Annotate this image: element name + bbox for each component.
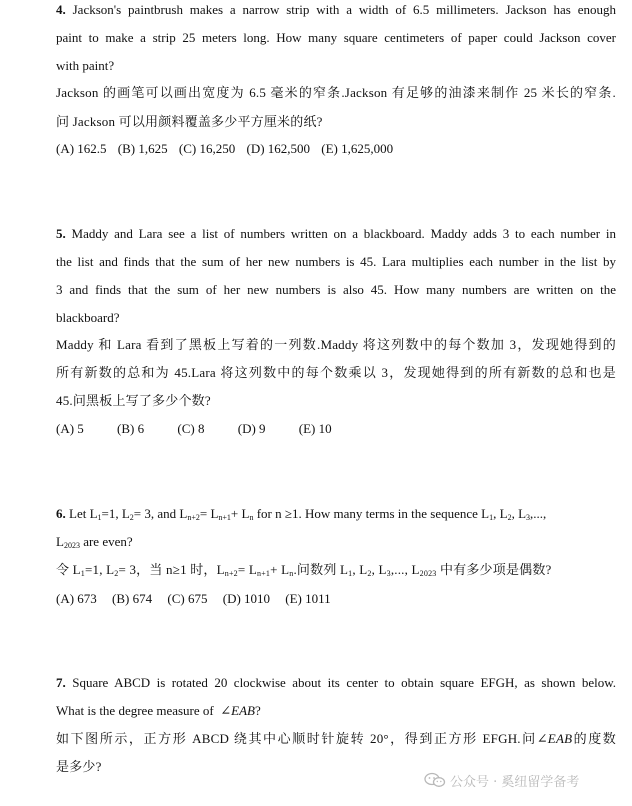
q6-option-e: (E) 1011 [285, 591, 331, 606]
q5-cn-line3: 45.问黑板上写了多少个数? [56, 393, 211, 408]
q7-en-line1 [56, 675, 616, 691]
q6-cn-sep: , L [371, 562, 387, 577]
q6-cn-dots: ,..., L [390, 562, 420, 577]
q5-en-line3: 3 and finds that the sum of her new numbers is also 45. How many numbers are written on the [56, 282, 616, 297]
q6-sub: 2 [129, 513, 134, 522]
q6-text-eq1: =1, L [101, 506, 130, 521]
q7-angle: ∠EAB [220, 703, 255, 718]
q4-option-d: (D) 162,500 [246, 141, 311, 156]
q5-option-b: (B) 6 [117, 421, 145, 436]
q6-text-for: for n [256, 506, 282, 521]
q7-question-mark: ? [254, 703, 261, 718]
q6-sub: 2023 [419, 569, 437, 578]
q6-text-eq3: = L [199, 506, 219, 521]
wechat-icon [424, 772, 446, 788]
q4-cn-line2: 问 Jackson 可以用颜料覆盖多少平方厘米的纸? [56, 114, 323, 129]
q6-sub: n [249, 513, 254, 522]
q6-sub: n [289, 569, 294, 578]
q6-sub: 2 [507, 513, 512, 522]
q6-sub: n+1 [257, 569, 271, 578]
q4-en-text1: Jackson's paintbrush makes a narrow strip with a width of 6.5 millimeters. Jackson has enough [72, 2, 616, 17]
q6-cn-ling: 令 L [56, 562, 81, 577]
q6-cn-eq2: = 3，当 n [118, 562, 173, 577]
q4-en-line3: with paint? [56, 58, 115, 73]
q6-sub: n+1 [218, 513, 231, 522]
q5-number: 5. [56, 226, 66, 241]
q6-sub: n+2 [187, 513, 200, 522]
q5-en-line2: the list and finds that the sum of her new numbers is 45. Lara multiplies each number in the list by [56, 254, 616, 269]
q5-en-text1: Maddy and Lara see a list of numbers written on a blackboard. Maddy adds 3 to each number in [71, 226, 616, 241]
q5-cn-line1: Maddy 和 Lara 看到了黑板上写着的一列数.Maddy 将这列数中的每个数加 3，发现她得到的 [56, 337, 616, 352]
q4-option-b: (B) 1,625 [117, 141, 168, 156]
q6-text-sep: , L [493, 506, 508, 521]
q6-sub: 1 [489, 513, 494, 522]
q4-cn-line1: Jackson 的画笔可以画出宽度为 6.5 毫米的窄条.Jackson 有足够的油漆来制作 25 米长的窄条. [56, 85, 616, 100]
q5-en-line4: blackboard? [56, 310, 120, 325]
q7-en-text1: Square ABCD is rotated 20 clockwise about its center to obtain square EFGH, as shown below. [72, 675, 617, 690]
q6-sub: 2 [367, 569, 372, 578]
q6-text-dots: ,..., [530, 506, 547, 521]
q7-en-line2 [56, 703, 616, 719]
q6-cn-ge-symbol: ≥ [172, 562, 181, 577]
q6-text-l: L [56, 534, 64, 549]
q6-cn-sep: , L [352, 562, 368, 577]
q7-cn-text2: 的度数 [572, 731, 616, 746]
q6-sub: 2 [114, 569, 119, 578]
q6-cn-shi: 1 时，L [180, 562, 225, 577]
q6-sub: 2023 [63, 541, 80, 550]
q4-option-c: (C) 16,250 [178, 141, 236, 156]
q6-sub: 3 [386, 569, 391, 578]
q6-cn-tail: 中有多少项是偶数? [439, 562, 552, 577]
q6-cn-eq4: + L [270, 562, 290, 577]
q6-text-rest: 1. How many terms in the sequence L [292, 506, 490, 521]
q6-sub: n+2 [224, 569, 238, 578]
q4-option-e: (E) 1,625,000 [321, 141, 394, 156]
q6-number: 6. [56, 506, 66, 521]
q6-sub: 1 [80, 569, 85, 578]
q6-text-eq2: = 3, and L [133, 506, 188, 521]
q7-en-text2: What is the degree measure of [56, 703, 214, 718]
q6-text-sep: , L [511, 506, 527, 521]
q4-number: 4. [56, 2, 66, 17]
q6-cn-eq3: = L [237, 562, 258, 577]
q7-number: 7. [56, 675, 66, 690]
q6-option-a: (A) 673 [56, 591, 97, 606]
q6-sub: 3 [526, 513, 531, 522]
q6-options [56, 591, 616, 607]
watermark-text: 公众号 · 奚纽留学备考 [450, 774, 580, 790]
q6-text-tail: are even? [83, 534, 133, 549]
q5-en-line1 [56, 226, 616, 242]
q4-option-a: (A) 162.5 [56, 141, 107, 156]
q6-text-eq4: + L [230, 506, 250, 521]
q6-option-c: (C) 675 [167, 591, 208, 606]
q5-option-c: (C) 8 [177, 421, 205, 436]
q6-sub: 1 [97, 513, 102, 522]
q5-option-d: (D) 9 [237, 421, 266, 436]
q4-en-line2: paint to make a strip 25 meters long. How many square centimeters of paper could Jackson cover [56, 30, 616, 45]
q6-ge-symbol: ≥ [284, 506, 292, 521]
q7-cn-text1: 如下图所示，正方形 ABCD 绕其中心顺时针旋转 20°，得到正方形 EFGH.问 [56, 731, 537, 746]
q7-cn-line1 [56, 731, 616, 747]
q5-cn-line2: 所有新数的总和为 45.Lara 将这列数中的每个数乘以 3，发现她得到的所有新数的总和也是 [56, 365, 616, 380]
q4-options [56, 141, 616, 157]
q6-option-d: (D) 1010 [222, 591, 271, 606]
q6-en-line2 [56, 534, 616, 550]
q6-cn-line1 [56, 562, 616, 578]
watermark [424, 769, 579, 791]
q7-cn-line2: 是多少? [56, 759, 102, 774]
q4-en-line1 [56, 2, 616, 18]
q5-options [56, 421, 616, 437]
q6-cn-eq1: =1, L [85, 562, 115, 577]
q6-cn-wen: .问数列 L [293, 562, 349, 577]
q7-cn-angle: ∠EAB [536, 731, 573, 746]
q5-option-e: (E) 10 [298, 421, 332, 436]
q6-text-let: Let L [69, 506, 98, 521]
q6-sub: 1 [348, 569, 353, 578]
q6-en-line1 [56, 506, 616, 522]
q5-option-a: (A) 5 [56, 421, 84, 436]
q6-option-b: (B) 674 [112, 591, 153, 606]
